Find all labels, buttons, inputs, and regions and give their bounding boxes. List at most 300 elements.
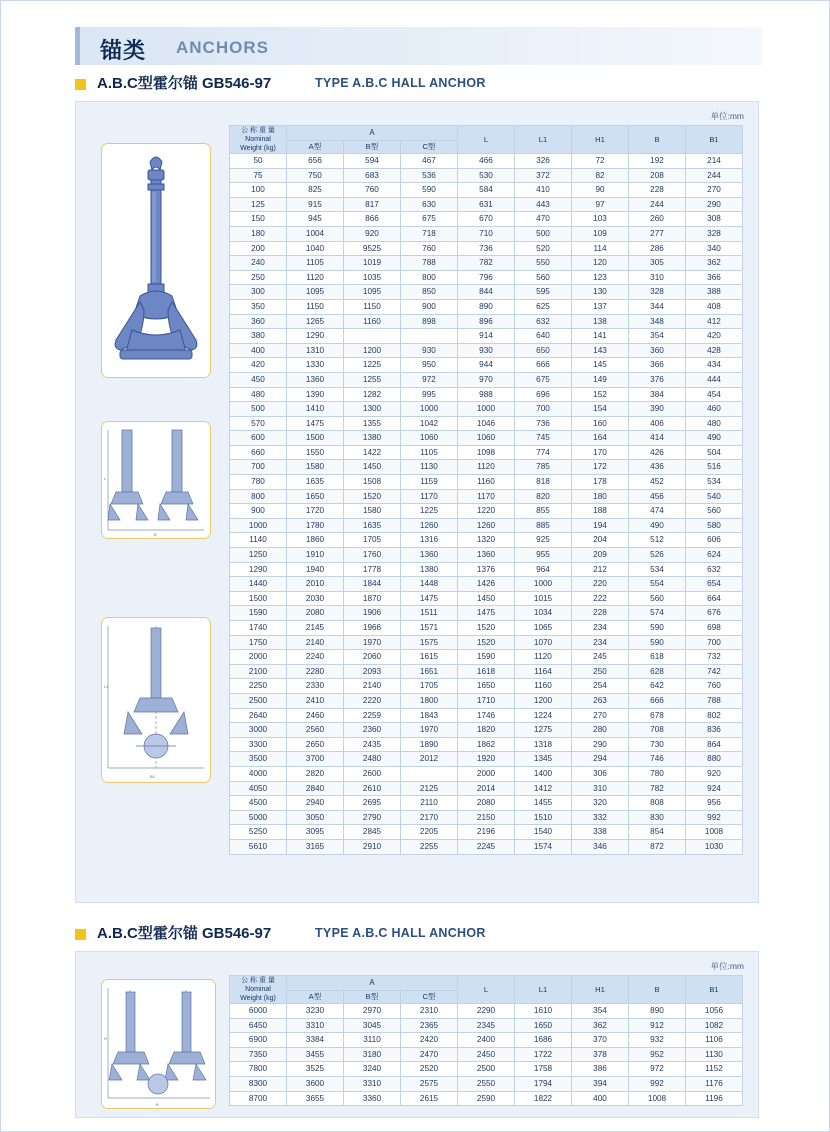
table-cell: 5610 bbox=[230, 839, 287, 854]
table-row bbox=[230, 1033, 743, 1048]
table-cell: 326 bbox=[515, 154, 572, 169]
table-cell: 72 bbox=[572, 154, 629, 169]
table-cell: 560 bbox=[515, 270, 572, 285]
table-cell: 328 bbox=[629, 285, 686, 300]
table-cell: 2500 bbox=[230, 693, 287, 708]
table-cell: 550 bbox=[515, 256, 572, 271]
table-cell: 955 bbox=[515, 548, 572, 563]
table-cell: 1520 bbox=[458, 621, 515, 636]
table-cell: 1160 bbox=[458, 475, 515, 490]
table-cell: 972 bbox=[401, 372, 458, 387]
table-cell: 628 bbox=[629, 664, 686, 679]
table-cell: 945 bbox=[287, 212, 344, 227]
table-cell: 2080 bbox=[287, 606, 344, 621]
table-cell: 606 bbox=[686, 533, 743, 548]
table-cell: 1705 bbox=[401, 679, 458, 694]
table-cell: 308 bbox=[686, 212, 743, 227]
table-cell: 1250 bbox=[230, 548, 287, 563]
table-row bbox=[230, 226, 743, 241]
table-cell: 1422 bbox=[344, 445, 401, 460]
table-cell bbox=[401, 766, 458, 781]
table-cell: 817 bbox=[344, 197, 401, 212]
table-cell: 294 bbox=[572, 752, 629, 767]
svg-text:L: L bbox=[104, 476, 107, 481]
table-cell: 912 bbox=[629, 1018, 686, 1033]
table-cell: 964 bbox=[515, 562, 572, 577]
table-cell: 944 bbox=[458, 358, 515, 373]
table-cell: 394 bbox=[572, 1076, 629, 1091]
table-cell: 780 bbox=[629, 766, 686, 781]
table-cell: 406 bbox=[629, 416, 686, 431]
table-cell: 2400 bbox=[458, 1033, 515, 1048]
table-cell: 310 bbox=[629, 270, 686, 285]
table-cell: 1035 bbox=[344, 270, 401, 285]
table-cell: 5000 bbox=[230, 810, 287, 825]
table-cell: 1970 bbox=[344, 635, 401, 650]
table-cell: 890 bbox=[629, 1004, 686, 1019]
table-cell: 760 bbox=[401, 241, 458, 256]
table-cell: 1862 bbox=[458, 737, 515, 752]
table-cell: 1282 bbox=[344, 387, 401, 402]
table-cell: 1159 bbox=[401, 475, 458, 490]
table-cell: 836 bbox=[686, 723, 743, 738]
bullet-icon bbox=[75, 929, 86, 940]
table-cell: 444 bbox=[686, 372, 743, 387]
table-cell: 172 bbox=[572, 460, 629, 475]
table-cell: 1376 bbox=[458, 562, 515, 577]
table-row bbox=[230, 372, 743, 387]
table-cell: 890 bbox=[458, 299, 515, 314]
table-cell: 164 bbox=[572, 431, 629, 446]
table-cell: 2245 bbox=[458, 839, 515, 854]
table-cell: 952 bbox=[629, 1047, 686, 1062]
table-row bbox=[230, 752, 743, 767]
table-cell: 244 bbox=[629, 197, 686, 212]
table-cell: 328 bbox=[686, 226, 743, 241]
table-cell: 746 bbox=[629, 752, 686, 767]
table-cell: 234 bbox=[572, 635, 629, 650]
table-cell: 1710 bbox=[458, 693, 515, 708]
header-type-b: B型 bbox=[344, 140, 401, 153]
table-cell: 8700 bbox=[230, 1091, 287, 1106]
table-cell: 1820 bbox=[458, 723, 515, 738]
table-cell: 378 bbox=[572, 1047, 629, 1062]
table-row bbox=[230, 810, 743, 825]
table-cell: 109 bbox=[572, 226, 629, 241]
table-cell: 570 bbox=[230, 416, 287, 431]
table-cell: 782 bbox=[629, 781, 686, 796]
table-cell: 4500 bbox=[230, 796, 287, 811]
header-l1: L1 bbox=[515, 976, 572, 1004]
table-row bbox=[230, 1047, 743, 1062]
header-b1: B1 bbox=[686, 976, 743, 1004]
table-cell: 1412 bbox=[515, 781, 572, 796]
table-row bbox=[230, 781, 743, 796]
table-cell: 730 bbox=[629, 737, 686, 752]
table-cell: 698 bbox=[686, 621, 743, 636]
table-cell: 788 bbox=[401, 256, 458, 271]
table-cell: 2470 bbox=[401, 1047, 458, 1062]
table-1-head bbox=[230, 126, 743, 154]
table-cell: 700 bbox=[515, 402, 572, 417]
table-cell: 152 bbox=[572, 387, 629, 402]
table-cell: 290 bbox=[686, 197, 743, 212]
table-row bbox=[230, 475, 743, 490]
table-cell: 154 bbox=[572, 402, 629, 417]
table-cell: 2365 bbox=[401, 1018, 458, 1033]
table-cell: 3500 bbox=[230, 752, 287, 767]
nominal-en2: Weight (kg) bbox=[240, 995, 276, 1002]
table-cell: 2220 bbox=[344, 693, 401, 708]
table-cell: 1120 bbox=[458, 460, 515, 475]
table-cell: 500 bbox=[230, 402, 287, 417]
table-row bbox=[230, 1018, 743, 1033]
table-cell: 3045 bbox=[344, 1018, 401, 1033]
table-cell: 143 bbox=[572, 343, 629, 358]
table-cell: 1966 bbox=[344, 621, 401, 636]
table-cell: 650 bbox=[515, 343, 572, 358]
header-type-a: A型 bbox=[287, 990, 344, 1003]
table-cell: 220 bbox=[572, 577, 629, 592]
table-cell: 1650 bbox=[515, 1018, 572, 1033]
table-cell: 1160 bbox=[344, 314, 401, 329]
table-cell: 972 bbox=[629, 1062, 686, 1077]
table-cell: 82 bbox=[572, 168, 629, 183]
table-cell: 414 bbox=[629, 431, 686, 446]
table-cell: 625 bbox=[515, 299, 572, 314]
table-cell: 1920 bbox=[458, 752, 515, 767]
table-1-body bbox=[230, 154, 743, 855]
table-cell: 1686 bbox=[515, 1033, 572, 1048]
table-cell: 1300 bbox=[344, 402, 401, 417]
table-row bbox=[230, 548, 743, 563]
table-cell: 3230 bbox=[287, 1004, 344, 1019]
table-cell: 1065 bbox=[515, 621, 572, 636]
table-cell: 263 bbox=[572, 693, 629, 708]
table-cell: 1046 bbox=[458, 416, 515, 431]
table-cell: 443 bbox=[515, 197, 572, 212]
table-row bbox=[230, 533, 743, 548]
header-h1: H1 bbox=[572, 126, 629, 154]
table-cell: 1200 bbox=[344, 343, 401, 358]
table-row bbox=[230, 154, 743, 169]
table-cell: 1778 bbox=[344, 562, 401, 577]
table-cell: 344 bbox=[629, 299, 686, 314]
table-row bbox=[230, 314, 743, 329]
table-row bbox=[230, 606, 743, 621]
anchor-diagram-c-frame bbox=[101, 979, 216, 1109]
table-cell: 194 bbox=[572, 518, 629, 533]
table-cell: 1426 bbox=[458, 577, 515, 592]
nominal-en: Nominal bbox=[245, 136, 271, 143]
table-cell: 200 bbox=[230, 241, 287, 256]
table-row bbox=[230, 431, 743, 446]
table-cell: 1310 bbox=[287, 343, 344, 358]
table-cell: 1780 bbox=[287, 518, 344, 533]
table-cell: 490 bbox=[686, 431, 743, 446]
table-cell: 123 bbox=[572, 270, 629, 285]
table-cell: 467 bbox=[401, 154, 458, 169]
table-row bbox=[230, 241, 743, 256]
table-cell: 2330 bbox=[287, 679, 344, 694]
table-cell: 3455 bbox=[287, 1047, 344, 1062]
anchor-diagram-b-frame bbox=[101, 617, 211, 783]
table-cell: 900 bbox=[401, 299, 458, 314]
table-cell: 1355 bbox=[344, 416, 401, 431]
table-cell: 1224 bbox=[515, 708, 572, 723]
table-cell: 580 bbox=[686, 518, 743, 533]
table-cell: 512 bbox=[629, 533, 686, 548]
table-cell: 956 bbox=[686, 796, 743, 811]
table-cell: 925 bbox=[515, 533, 572, 548]
table-cell: 222 bbox=[572, 591, 629, 606]
table-cell: 782 bbox=[458, 256, 515, 271]
table-cell: 1316 bbox=[401, 533, 458, 548]
table-row bbox=[230, 650, 743, 665]
table-cell: 995 bbox=[401, 387, 458, 402]
table-cell: 2010 bbox=[287, 577, 344, 592]
anchor-spec-table-1 bbox=[229, 125, 743, 855]
table-cell: 1000 bbox=[401, 402, 458, 417]
table-cell: 898 bbox=[401, 314, 458, 329]
table-cell: 50 bbox=[230, 154, 287, 169]
table-cell: 2410 bbox=[287, 693, 344, 708]
table-cell: 1170 bbox=[401, 489, 458, 504]
table-cell: 920 bbox=[344, 226, 401, 241]
table-cell: 2140 bbox=[344, 679, 401, 694]
table-cell: 360 bbox=[629, 343, 686, 358]
table-cell: 2420 bbox=[401, 1033, 458, 1048]
table-cell: 1164 bbox=[515, 664, 572, 679]
table-cell: 470 bbox=[515, 212, 572, 227]
table-cell: 2145 bbox=[287, 621, 344, 636]
table-cell: 2012 bbox=[401, 752, 458, 767]
table-cell: 208 bbox=[629, 168, 686, 183]
table-cell: 5250 bbox=[230, 825, 287, 840]
table-cell: 388 bbox=[686, 285, 743, 300]
table-cell: 386 bbox=[572, 1062, 629, 1077]
anchor-dimension-diagram-c bbox=[102, 980, 215, 1108]
table-cell: 788 bbox=[686, 693, 743, 708]
table-cell: 1746 bbox=[458, 708, 515, 723]
table-cell: 896 bbox=[458, 314, 515, 329]
table-cell: 250 bbox=[572, 664, 629, 679]
table-cell: 320 bbox=[572, 796, 629, 811]
table-cell: 1800 bbox=[401, 693, 458, 708]
table-cell: 1635 bbox=[287, 475, 344, 490]
table-cell: 1360 bbox=[287, 372, 344, 387]
svg-text:B: B bbox=[154, 532, 157, 537]
table-cell: 384 bbox=[629, 387, 686, 402]
anchor-diagram-a-frame bbox=[101, 421, 211, 539]
header-type-a: A型 bbox=[287, 140, 344, 153]
hall-anchor-photo bbox=[102, 144, 210, 377]
table-cell: 240 bbox=[230, 256, 287, 271]
table-row bbox=[230, 766, 743, 781]
table-cell: 1635 bbox=[344, 518, 401, 533]
table-cell: 736 bbox=[458, 241, 515, 256]
table-cell: 3165 bbox=[287, 839, 344, 854]
table-cell: 270 bbox=[686, 183, 743, 198]
svg-text:L1: L1 bbox=[104, 684, 109, 689]
table-cell: 3180 bbox=[344, 1047, 401, 1062]
table-cell: 410 bbox=[515, 183, 572, 198]
table-row bbox=[230, 358, 743, 373]
table-cell: 270 bbox=[572, 708, 629, 723]
table-row bbox=[230, 387, 743, 402]
table-cell: 204 bbox=[572, 533, 629, 548]
table-cell: 630 bbox=[401, 197, 458, 212]
table-cell: 700 bbox=[686, 635, 743, 650]
table-cell: 1200 bbox=[515, 693, 572, 708]
table-cell: 380 bbox=[230, 329, 287, 344]
table-cell: 920 bbox=[686, 766, 743, 781]
table-cell: 631 bbox=[458, 197, 515, 212]
table-cell: 1275 bbox=[515, 723, 572, 738]
table-row bbox=[230, 635, 743, 650]
table-cell: 1000 bbox=[458, 402, 515, 417]
table-cell: 1106 bbox=[686, 1033, 743, 1048]
table-cell: 3360 bbox=[344, 1091, 401, 1106]
table-cell: 1760 bbox=[344, 548, 401, 563]
table-cell: 850 bbox=[401, 285, 458, 300]
table-cell: 1890 bbox=[401, 737, 458, 752]
table-cell: 2550 bbox=[458, 1076, 515, 1091]
table-cell: 2970 bbox=[344, 1004, 401, 1019]
table-cell: 1225 bbox=[401, 504, 458, 519]
table-cell: 420 bbox=[230, 358, 287, 373]
table-cell: 120 bbox=[572, 256, 629, 271]
table-cell: 2575 bbox=[401, 1076, 458, 1091]
table-cell: 354 bbox=[572, 1004, 629, 1019]
table-cell: 1440 bbox=[230, 577, 287, 592]
table-cell: 2820 bbox=[287, 766, 344, 781]
table-row bbox=[230, 796, 743, 811]
table-cell: 683 bbox=[344, 168, 401, 183]
table-cell: 1722 bbox=[515, 1047, 572, 1062]
table-row bbox=[230, 329, 743, 344]
table-cell: 2500 bbox=[458, 1062, 515, 1077]
page-title-band bbox=[75, 27, 762, 65]
table-row bbox=[230, 212, 743, 227]
table-cell: 2910 bbox=[344, 839, 401, 854]
table-cell: 1152 bbox=[686, 1062, 743, 1077]
table-cell: 480 bbox=[686, 416, 743, 431]
table-cell: 1008 bbox=[686, 825, 743, 840]
table-cell: 1360 bbox=[458, 548, 515, 563]
table-cell: 560 bbox=[629, 591, 686, 606]
table-cell: 7800 bbox=[230, 1062, 287, 1077]
table-cell: 3000 bbox=[230, 723, 287, 738]
table-cell: 1004 bbox=[287, 226, 344, 241]
table-cell: 534 bbox=[629, 562, 686, 577]
table-cell: 2014 bbox=[458, 781, 515, 796]
table-cell: 360 bbox=[230, 314, 287, 329]
table-row bbox=[230, 737, 743, 752]
table-cell: 300 bbox=[230, 285, 287, 300]
table-row bbox=[230, 621, 743, 636]
table-cell: 4000 bbox=[230, 766, 287, 781]
table-cell: 434 bbox=[686, 358, 743, 373]
table-cell: 2250 bbox=[230, 679, 287, 694]
table-cell: 1540 bbox=[515, 825, 572, 840]
section-1-unit-note: 单位:mm bbox=[710, 111, 744, 121]
table-cell: 732 bbox=[686, 650, 743, 665]
table-cell: 1720 bbox=[287, 504, 344, 519]
table-cell: 560 bbox=[686, 504, 743, 519]
table-cell: 1260 bbox=[401, 518, 458, 533]
anchor-dimension-diagram-a bbox=[102, 422, 210, 538]
table-cell: 1040 bbox=[287, 241, 344, 256]
table-cell: 3525 bbox=[287, 1062, 344, 1077]
section-2-heading-en: TYPE A.B.C HALL ANCHOR bbox=[315, 926, 486, 940]
table-cell: 1400 bbox=[515, 766, 572, 781]
table-cell: 1105 bbox=[401, 445, 458, 460]
table-cell: 642 bbox=[629, 679, 686, 694]
table-row bbox=[230, 562, 743, 577]
table-cell: 516 bbox=[686, 460, 743, 475]
table-cell: 866 bbox=[344, 212, 401, 227]
table-cell: 1390 bbox=[287, 387, 344, 402]
table-cell: 2240 bbox=[287, 650, 344, 665]
table-cell: 590 bbox=[629, 635, 686, 650]
header-nominal-weight bbox=[230, 126, 287, 154]
anchor-dimension-diagram-b bbox=[102, 618, 210, 782]
table-cell: 3700 bbox=[287, 752, 344, 767]
table-cell: 1475 bbox=[401, 591, 458, 606]
table-cell: 2205 bbox=[401, 825, 458, 840]
table-cell: 1410 bbox=[287, 402, 344, 417]
table-cell: 1520 bbox=[458, 635, 515, 650]
table-cell: 160 bbox=[572, 416, 629, 431]
table-cell: 1750 bbox=[230, 635, 287, 650]
table-cell: 290 bbox=[572, 737, 629, 752]
table-cell: 75 bbox=[230, 168, 287, 183]
table-cell: 1290 bbox=[230, 562, 287, 577]
table-cell: 2030 bbox=[287, 591, 344, 606]
table-row bbox=[230, 416, 743, 431]
table-cell: 742 bbox=[686, 664, 743, 679]
table-cell: 354 bbox=[629, 329, 686, 344]
table-cell: 1510 bbox=[515, 810, 572, 825]
table-cell: 600 bbox=[230, 431, 287, 446]
table-cell: 2840 bbox=[287, 781, 344, 796]
table-cell: 141 bbox=[572, 329, 629, 344]
table-cell: 1844 bbox=[344, 577, 401, 592]
table-cell: 632 bbox=[515, 314, 572, 329]
table-cell: 6900 bbox=[230, 1033, 287, 1048]
table-row bbox=[230, 445, 743, 460]
table-cell: 676 bbox=[686, 606, 743, 621]
table-row bbox=[230, 1091, 743, 1106]
table-cell: 280 bbox=[572, 723, 629, 738]
table-cell: 1822 bbox=[515, 1091, 572, 1106]
table-cell: 1160 bbox=[515, 679, 572, 694]
table-cell: 1008 bbox=[629, 1091, 686, 1106]
table-cell: 480 bbox=[230, 387, 287, 402]
table-cell: 1000 bbox=[230, 518, 287, 533]
table-cell: 3384 bbox=[287, 1033, 344, 1048]
table-cell: 3240 bbox=[344, 1062, 401, 1077]
table-cell: 1140 bbox=[230, 533, 287, 548]
section-1-heading bbox=[75, 75, 675, 95]
table-cell: 1574 bbox=[515, 839, 572, 854]
table-cell: 745 bbox=[515, 431, 572, 446]
table-cell: 1260 bbox=[458, 518, 515, 533]
table-row bbox=[230, 270, 743, 285]
table-cell: 802 bbox=[686, 708, 743, 723]
table-cell: 412 bbox=[686, 314, 743, 329]
